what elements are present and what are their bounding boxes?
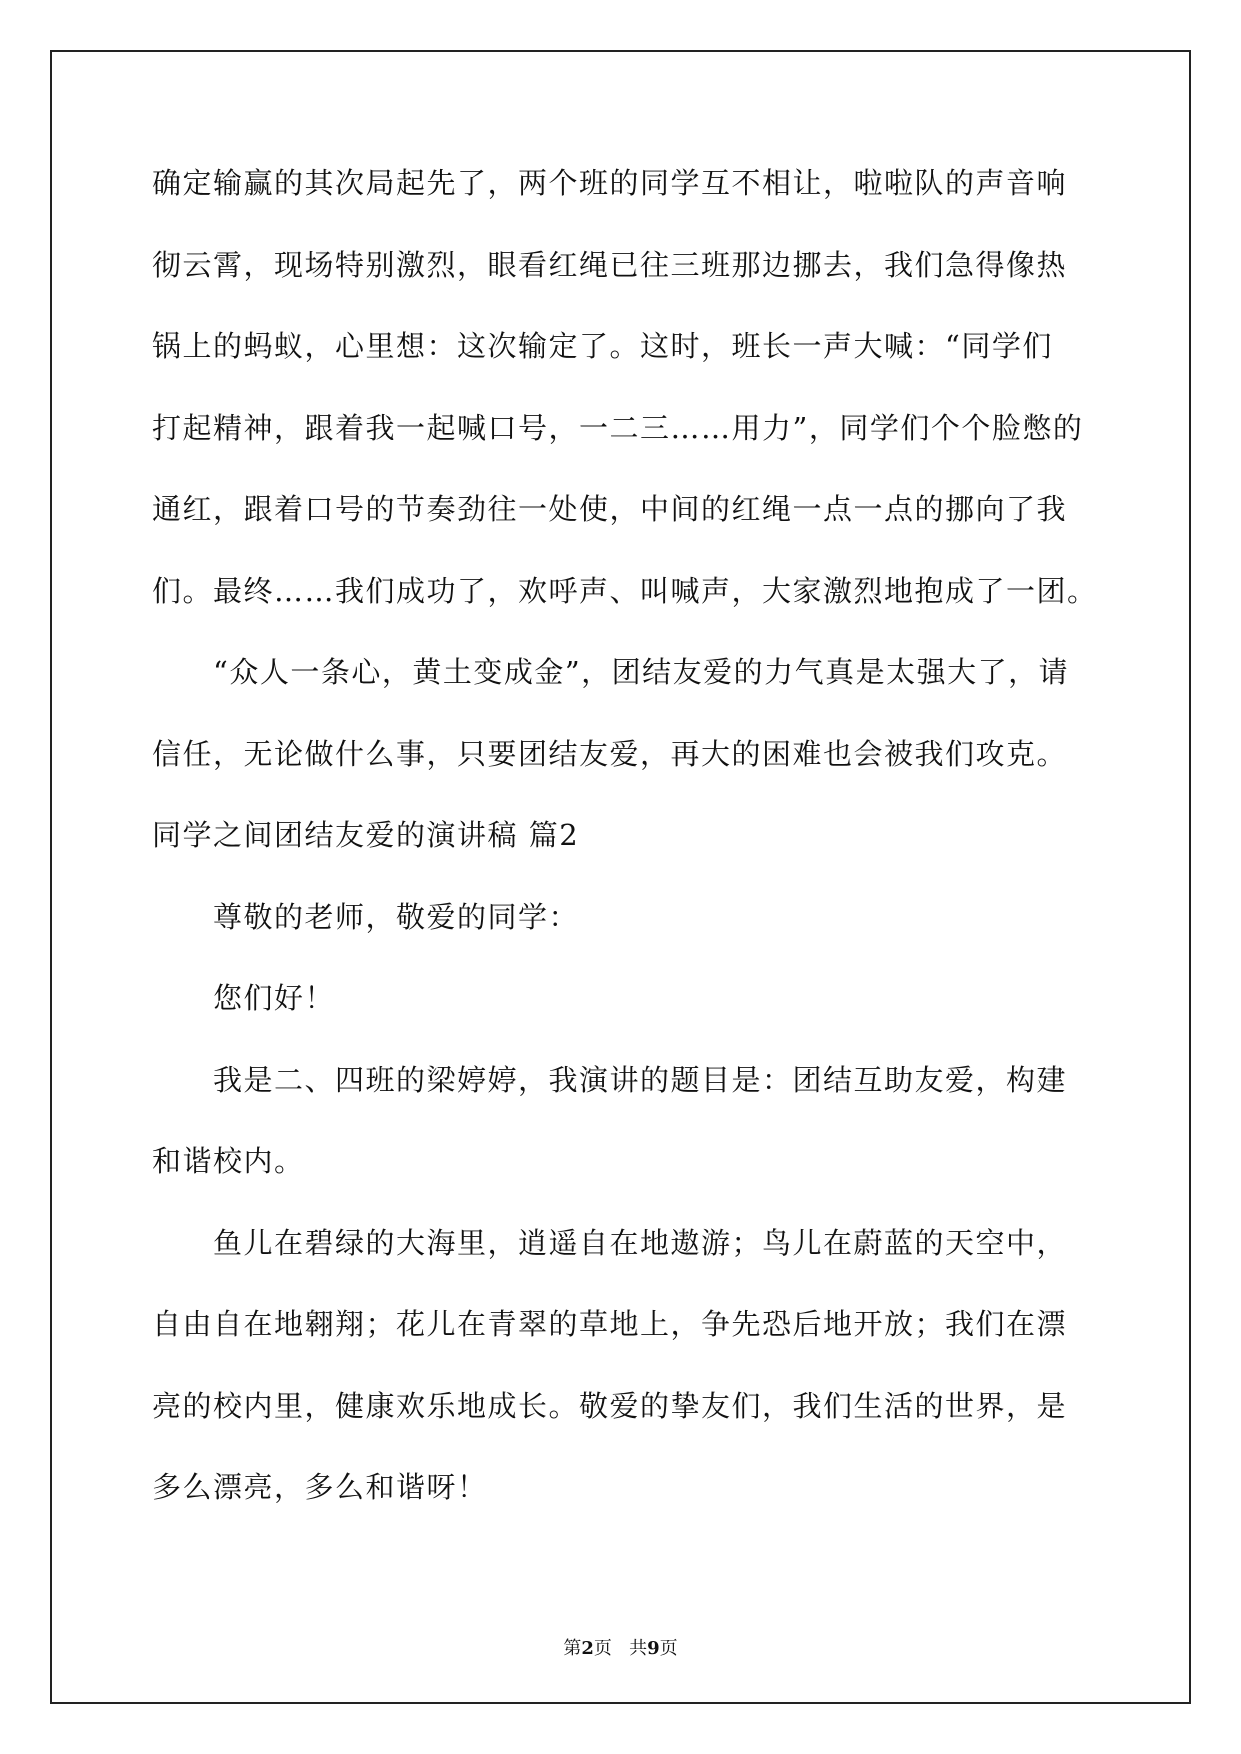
text-line: 信任，无论做什么事，只要团结友爱，再大的困难也会被我们攻克。: [152, 736, 1068, 771]
text-line: 亮的校内里，健康欢乐地成长。敬爱的挚友们，我们生活的世界，是: [152, 1388, 1068, 1423]
document-body: [152, 165, 1098, 1551]
text-line: “众人一条心，黄土变成金”，团结友爱的力气真是太强大了，请: [213, 655, 1070, 689]
footer-prefix: 第: [563, 1638, 582, 1659]
page-footer: [0, 1634, 1241, 1660]
greeting: 您们好！: [213, 981, 336, 1015]
footer-suffix: 页: [659, 1638, 678, 1659]
text-line: 彻云霄，现场特别激烈，眼看红绳已往三班那边挪去，我们急得像热: [152, 247, 1068, 282]
footer-middle: 页 共: [593, 1638, 648, 1659]
total-pages-number: 9: [647, 1638, 660, 1659]
text-line: 自由自在地翱翔；花儿在青翠的草地上，争先恐后地开放；我们在漂: [152, 1307, 1068, 1341]
text-line: 们。最终……我们成功了，欢呼声、叫喊声，大家激烈地抱成了一团。: [152, 573, 1098, 608]
text-line: 确定输赢的其次局起先了，两个班的同学互不相让，啦啦队的声音响: [152, 166, 1068, 200]
section-heading: 同学之间团结友爱的演讲稿 篇2: [152, 818, 580, 852]
current-page-number: 2: [581, 1638, 594, 1659]
text-line: 打起精神，跟着我一起喊口号，一二三……用力”，同学们个个脸憋的: [152, 410, 1084, 445]
text-line: 鱼儿在碧绿的大海里，逍遥自在地遨游；鸟儿在蔚蓝的天空中，: [213, 1225, 1068, 1260]
salutation: 尊敬的老师，敬爱的同学：: [213, 899, 580, 934]
text-line: 多么漂亮，多么和谐呀！: [152, 1470, 488, 1504]
text-line: 我是二、四班的梁婷婷，我演讲的题目是：团结互助友爱，构建: [213, 1062, 1068, 1097]
text-line: 锅上的蚂蚁，心里想：这次输定了。这时，班长一声大喊：“同学们: [152, 329, 1053, 363]
text-line: 通红，跟着口号的节奏劲往一处使，中间的红绳一点一点的挪向了我: [152, 492, 1068, 526]
text-line: 和谐校内。: [152, 1144, 305, 1178]
